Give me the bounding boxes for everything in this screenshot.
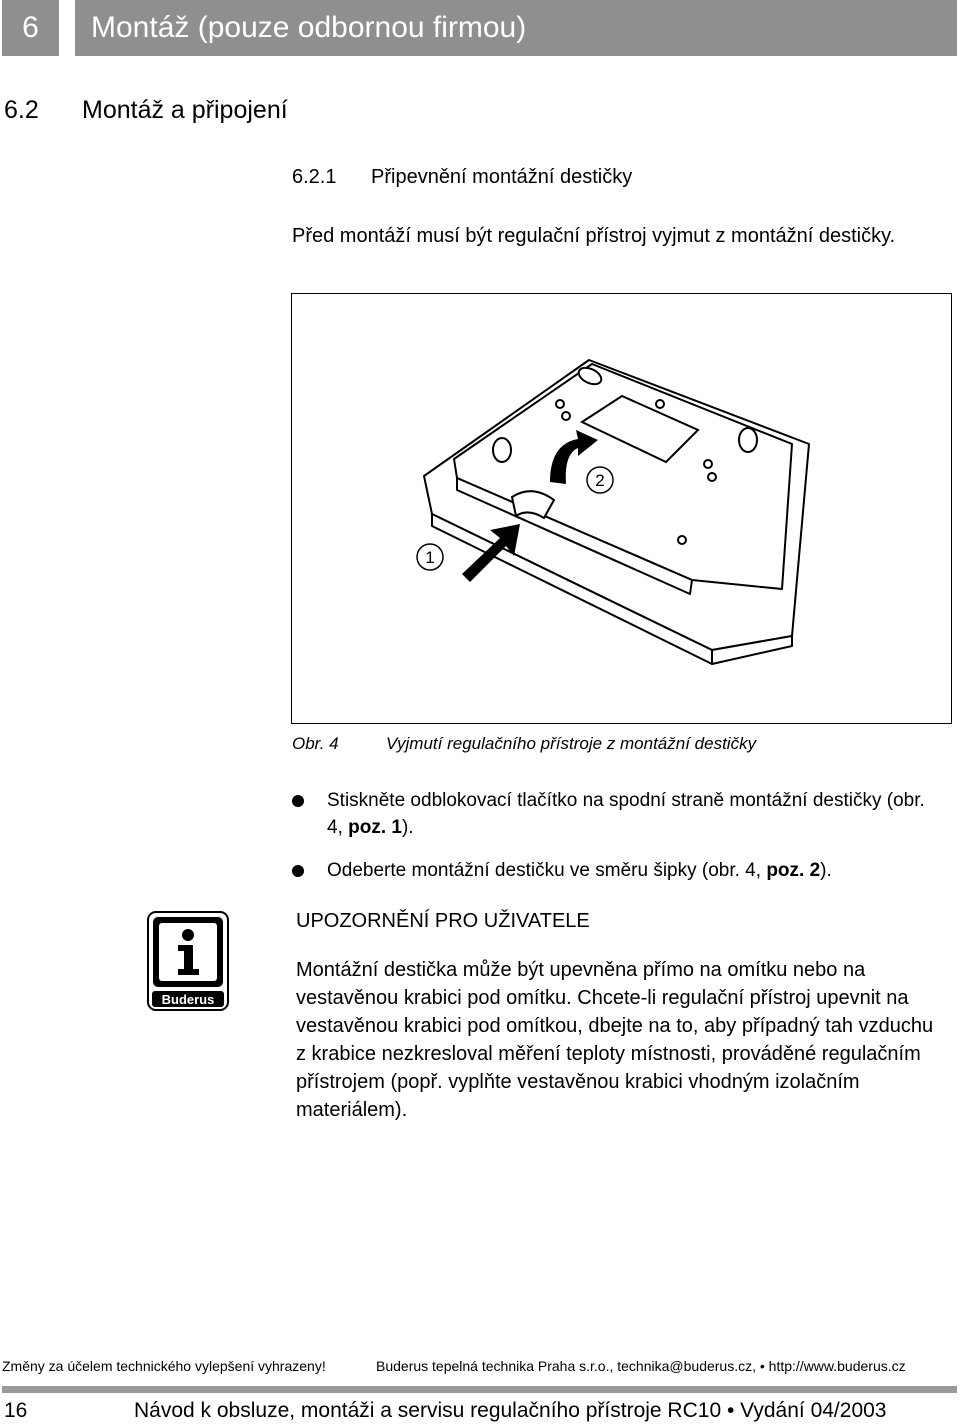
bullet-2-text: Odeberte montážní destičku ve směru šipky (obr. 4, xyxy=(327,860,767,881)
bullet-1-end: ). xyxy=(401,817,414,838)
warning-title: UPOZORNĚNÍ PRO UŽIVATELE xyxy=(296,910,590,932)
footer-contact: Buderus tepelná technika Praha s.r.o., technika@buderus.cz, • http://www.buderus.cz xyxy=(376,1358,906,1374)
figure-mounting-plate xyxy=(291,293,952,724)
callout-1: 1 xyxy=(425,548,435,567)
bullet-2-ref: poz. 2 xyxy=(766,860,821,881)
section-number: 6.2 xyxy=(4,96,39,124)
bullet-2-end: ). xyxy=(820,860,832,881)
buderus-logo-text: Buderus xyxy=(161,992,215,1007)
bullet-1-text: Stiskněte odblokovací tlačítko na spodní straně montážní destičky (obr. 4, xyxy=(327,790,925,838)
warning-text: Montážní destička může být upevněna přímo na omítku nebo na vestavěnou krabici pod omítku. Chcete-li regulační přístroj upevnit na vestavěnou krabici pod omítkou, dbejte na to, aby případný tah vzduchu z krabice nezkresloval měření teploty místnosti, prováděné regulačním přístrojem (popř. vyplňte vestavěnou krabici vhodným izolačním materiálem). xyxy=(296,959,934,1121)
bullet-dot-icon xyxy=(292,865,304,877)
subsection-number: 6.2.1 xyxy=(292,166,337,188)
callout-2: 2 xyxy=(595,471,605,490)
mounting-plate-illustration xyxy=(292,294,951,723)
figure-caption-label: Obr. 4 xyxy=(292,734,339,753)
section-title: Montáž a připojení xyxy=(82,96,288,124)
bullet-item-1 xyxy=(327,787,927,841)
subsection-title: Připevnění montážní destičky xyxy=(371,166,633,188)
intro-paragraph: Před montáží musí být regulační přístroj vyjmut z montážní destičky. xyxy=(292,225,896,247)
bullet-item-2 xyxy=(327,857,927,884)
document-title: Návod k obsluze, montáži a servisu regulačního přístroje RC10 • Vydání 04/2003 xyxy=(134,1399,887,1422)
figure-caption-text: Vyjmutí regulačního přístroje z montážní destičky xyxy=(386,734,757,753)
page-number: 16 xyxy=(4,1399,28,1422)
footer-divider xyxy=(2,1386,957,1393)
bullet-dot-icon xyxy=(292,795,304,807)
bullet-1-ref: poz. 1 xyxy=(348,817,402,838)
info-icon xyxy=(147,911,229,1011)
chapter-title: Montáž (pouze odbornou firmou) xyxy=(75,0,957,56)
chapter-number: 6 xyxy=(2,0,59,56)
footer-disclaimer: Změny za účelem technického vylepšení vyhrazeny! xyxy=(2,1358,326,1374)
